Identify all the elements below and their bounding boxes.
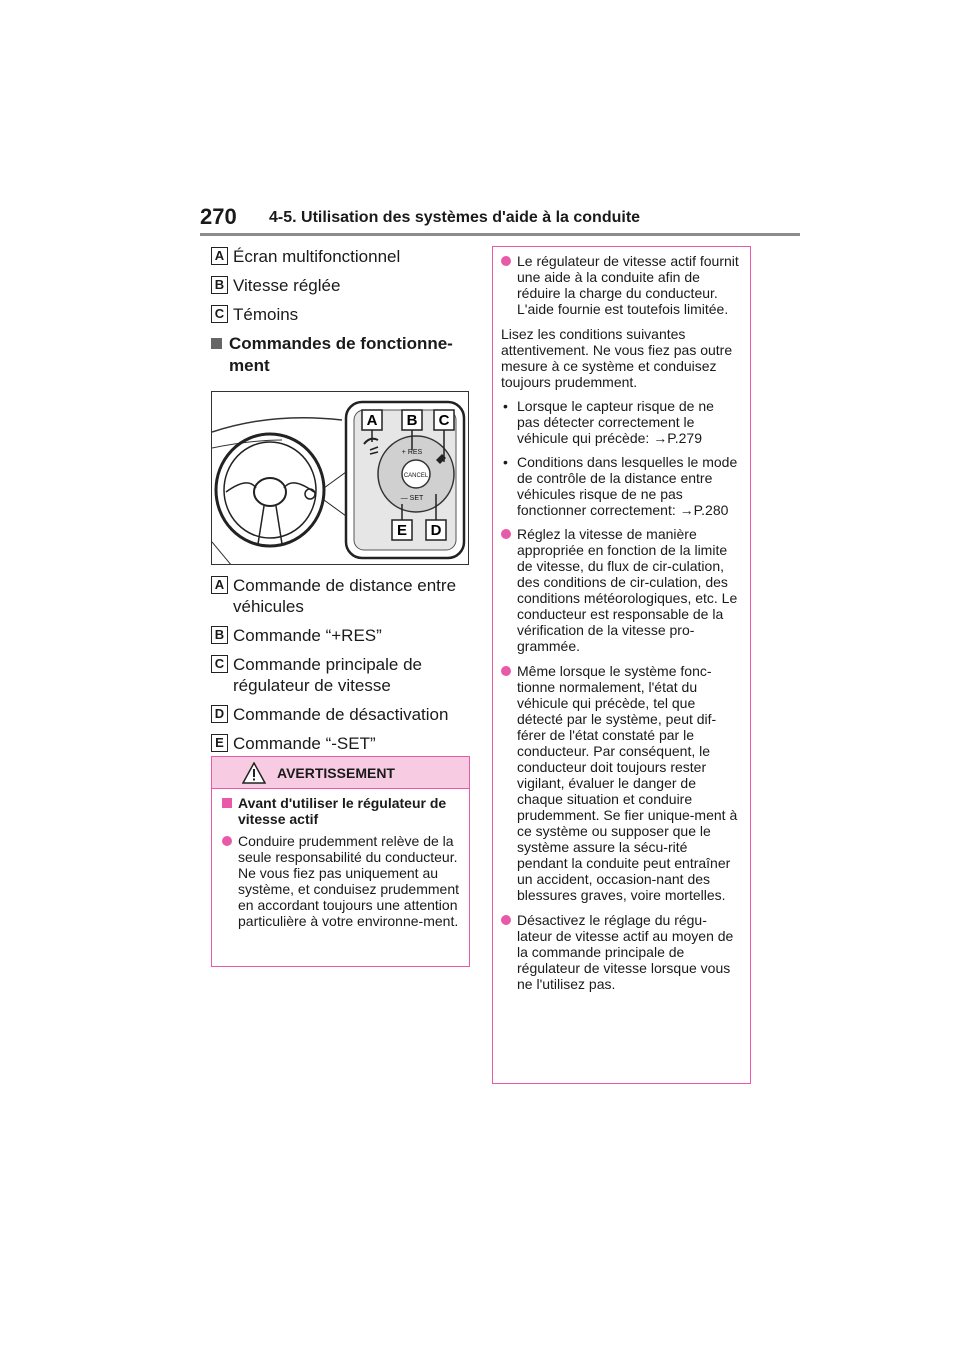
left-column xyxy=(211,246,471,762)
steering-wheel-illustration xyxy=(211,391,469,565)
callout-d: D xyxy=(430,522,442,539)
condition-bullet xyxy=(501,454,740,518)
label-text: Commande de distance entre véhicules xyxy=(233,576,457,616)
square-bullet-icon xyxy=(211,338,222,349)
condition-text: Conditions dans lesquelles le mode de contrôle de la distance entre véhicules risque de ne pas fonctionner correctement: →P.280 xyxy=(517,454,738,518)
label-item xyxy=(211,654,471,696)
label-text: Commande “+RES” xyxy=(233,626,382,645)
note-item xyxy=(501,526,740,654)
label-badge: C xyxy=(211,655,228,673)
notes-intro: Lisez les conditions suivantes attentivement. Ne vous fiez pas outre mesure à ce système et conduisez toujours prudemment. xyxy=(501,326,733,390)
bullet-dot-icon: • xyxy=(503,454,508,470)
circle-bullet-icon xyxy=(501,666,511,676)
callout-a: A xyxy=(366,412,378,429)
warning-triangle-icon xyxy=(242,762,266,784)
circle-bullet-icon xyxy=(501,529,511,539)
circle-bullet-icon xyxy=(501,256,511,266)
note-item xyxy=(501,663,740,903)
note-text: Le régulateur de vitesse actif fournit une aide à la conduite afin de réduire la charge du conducteur. L'aide fournie est toutefois limitée. xyxy=(517,253,739,317)
label-text: Commande “-SET” xyxy=(233,734,376,753)
note-item xyxy=(501,253,740,317)
label-badge: D xyxy=(211,705,228,723)
page-number: 270 xyxy=(200,204,237,229)
warning-subtitle xyxy=(222,795,459,827)
bullet-dot-icon: • xyxy=(503,398,508,414)
warning-header xyxy=(212,757,469,789)
callout-c: C xyxy=(438,412,450,429)
label-item xyxy=(211,704,471,725)
label-item xyxy=(211,246,471,267)
label-text: Écran multifonctionnel xyxy=(233,247,401,266)
page-header xyxy=(200,204,800,236)
label-item xyxy=(211,575,471,617)
callout-e: E xyxy=(396,522,408,539)
circle-bullet-icon xyxy=(222,836,232,846)
label-item xyxy=(211,304,471,325)
label-text: Témoins xyxy=(233,305,299,324)
note-text: Réglez la vitesse de manière appropriée en fonction de la limite de vitesse, du flux de cir-culation, des conditions de cir-culation, des conditions météorologiques, etc. Le conducteur est responsable de la vérification de la vitesse pro-grammée. xyxy=(517,526,738,654)
warning-box xyxy=(211,756,470,967)
header-rule xyxy=(200,233,800,236)
condition-bullet xyxy=(501,398,740,446)
label-text: Commande de désactivation xyxy=(233,705,449,724)
warning-title: AVERTISSEMENT xyxy=(277,765,395,781)
note-text: Même lorsque le système fonc-tionne normalement, l'état du véhicule qui précède, tel que détecté par le système, peut dif-férer de l'état constaté par le conducteur. Par conséquent, le conducteur doit toujours rester vigilant, évaluer le danger de chaque situation et conduire prudemment. Se fier unique-ment à ce système ou supposer que le système assure la sécu-rité pendant la conduite peut entraîner un accident, occasion-nant des blessures graves, voire mortelles. xyxy=(517,663,738,903)
label-text: Vitesse réglée xyxy=(233,276,341,295)
callout-b: B xyxy=(406,412,418,429)
label-badge: B xyxy=(211,276,228,294)
subheading xyxy=(211,333,471,377)
warning-body xyxy=(222,833,459,929)
notes-box xyxy=(492,246,751,1084)
warning-body-text: Conduire prudemment relève de la seule responsabilité du conducteur. Ne vous fiez pas uniquement au système, et conduisez prudemment en accordant toujours une attention particulière à votre environne-ment. xyxy=(238,833,459,929)
cancel-switch-label: CANCEL xyxy=(403,473,429,479)
label-badge: B xyxy=(211,626,228,644)
label-item xyxy=(211,275,471,296)
label-badge: A xyxy=(211,247,228,265)
label-badge: C xyxy=(211,305,228,323)
label-badge: E xyxy=(211,734,228,752)
label-item xyxy=(211,625,471,646)
condition-text: Lorsque le capteur risque de ne pas détecter correctement le véhicule qui précède: →P.279 xyxy=(517,398,714,446)
square-bullet-icon xyxy=(222,798,232,808)
warning-subtitle-text: Avant d'utiliser le régulateur de vitesse actif xyxy=(238,795,447,827)
set-switch-label: — SET xyxy=(400,495,424,502)
subheading-text: Commandes de fonctionne-ment xyxy=(229,334,453,375)
circle-bullet-icon xyxy=(501,915,511,925)
note-item xyxy=(501,912,740,992)
note-text: Désactivez le réglage du régu-lateur de vitesse actif au moyen de la commande principale de régulateur de vitesse lorsque vous ne l'utilisez pas. xyxy=(517,912,734,992)
section-title: 4-5. Utilisation des systèmes d'aide à la conduite xyxy=(269,209,641,226)
illustration-svg xyxy=(212,392,469,565)
res-switch-label: + RES xyxy=(401,449,423,456)
label-item xyxy=(211,733,471,754)
label-badge: A xyxy=(211,576,228,594)
label-text: Commande principale de régulateur de vitesse xyxy=(233,655,422,695)
